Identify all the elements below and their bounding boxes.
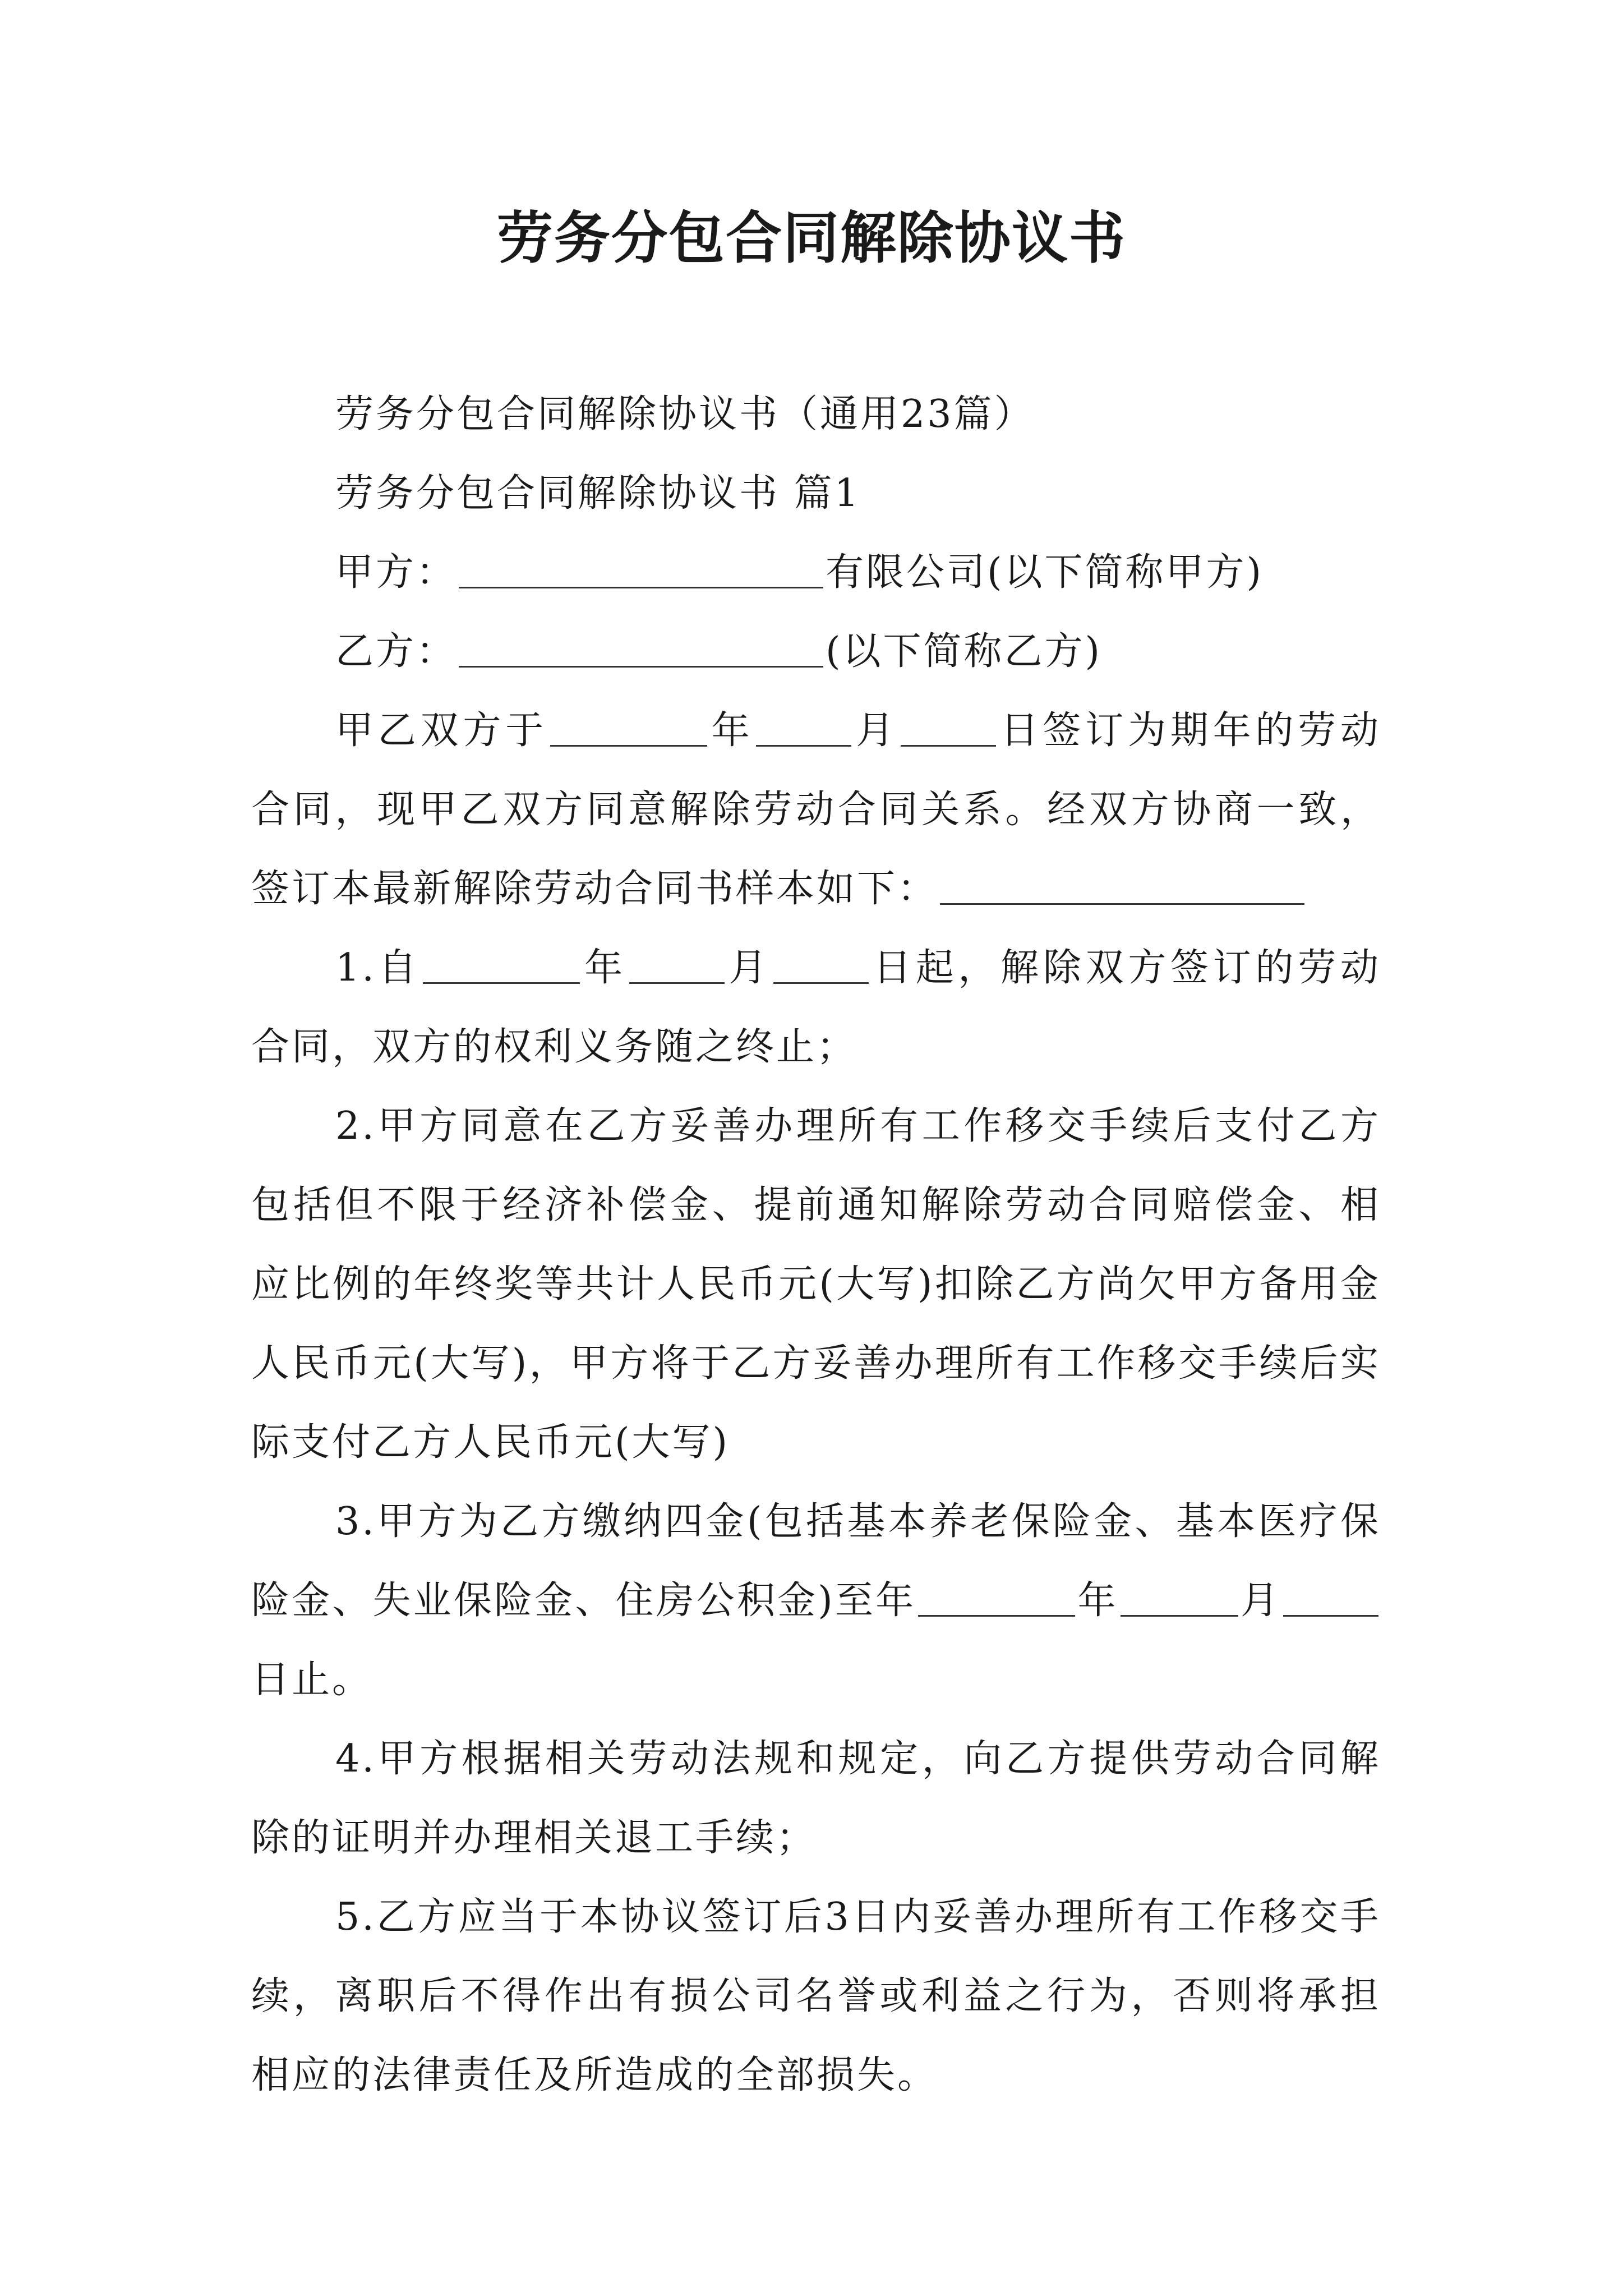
clause-1-year-label: 年 [582,946,627,990]
party-a-prefix: 甲方： [335,550,457,595]
intro-text-start: 甲乙双方于 [335,708,548,753]
intro-day-blank [901,710,996,747]
clause-1-end: 日起，解除双方签订的劳动合同，双方的权利义务随之终止； [251,946,1381,1069]
intro-paragraph [251,691,1381,928]
clause-1-start: 1.自 [335,946,421,990]
clause-3-day-blank [1283,1580,1378,1617]
clause-3-month-label: 月 [1240,1579,1281,1623]
clause-2: 2.甲方同意在乙方妥善办理所有工作移交手续后支付乙方包括但不限于经济补偿金、提前通知解除劳动合同赔偿金、相应比例的年终奖等共计人民币元(大写)扣除乙方尚欠甲方备用金人民币元(大写)，甲方将于乙方妥善办理所有工作移交手续后实际支付乙方人民币元(大写) [251,1104,1381,1465]
party-b-prefix: 乙方： [335,629,457,674]
clause-3-year-blank [918,1580,1075,1617]
intro-month-label: 月 [854,708,898,753]
clause-1-year-blank [423,947,580,984]
clause-1-month-blank [629,947,725,984]
clause-3-year-label: 年 [1077,1579,1118,1623]
clause-3-end: 日止。 [251,1658,373,1702]
party-a-blank [459,552,823,588]
party-a-suffix: 有限公司(以下简称甲方) [826,550,1264,595]
document-subtitle: 劳务分包合同解除协议书（通用23篇） [335,392,1035,436]
intro-text-end: 日签订为期年的劳动合同，现甲乙双方同意解除劳动合同关系。经双方协商一致，签订本最新解除劳动合同书样本如下： [251,708,1381,911]
clause-1-month-label: 月 [726,946,772,990]
section-heading: 劳务分包合同解除协议书 篇1 [335,471,861,516]
party-b-blank [459,631,823,668]
clause-4: 4.甲方根据相关劳动法规和规定，向乙方提供劳动合同解除的证明并办理相关退工手续； [251,1737,1381,1860]
intro-month-blank [756,710,851,747]
clause-3 [251,1482,1381,1719]
clause-5: 5.乙方应当于本协议签订后3日内妥善办理所有工作移交手续，离职后不得作出有损公司名誉或利益之行为，否则将承担相应的法律责任及所造成的全部损失。 [251,1895,1381,2097]
party-b-line [251,612,1381,691]
party-b-suffix: (以下简称乙方) [826,629,1103,674]
clause-3-start: 3.甲方为乙方缴纳四金(包括基本养老保险金、基本医疗保险金、失业保险金、住房公积金)至年 [251,1499,1381,1623]
document-title: 劳务分包合同解除协议书 [497,205,1126,271]
document-body [251,375,1381,2115]
party-a-line [251,533,1381,612]
clause-1-day-blank [773,947,869,984]
intro-year-blank [550,710,707,747]
clause-1 [251,928,1381,1087]
clause-3-month-blank [1121,1580,1238,1617]
intro-trailing-blank [940,868,1304,905]
intro-year-label: 年 [709,708,754,753]
